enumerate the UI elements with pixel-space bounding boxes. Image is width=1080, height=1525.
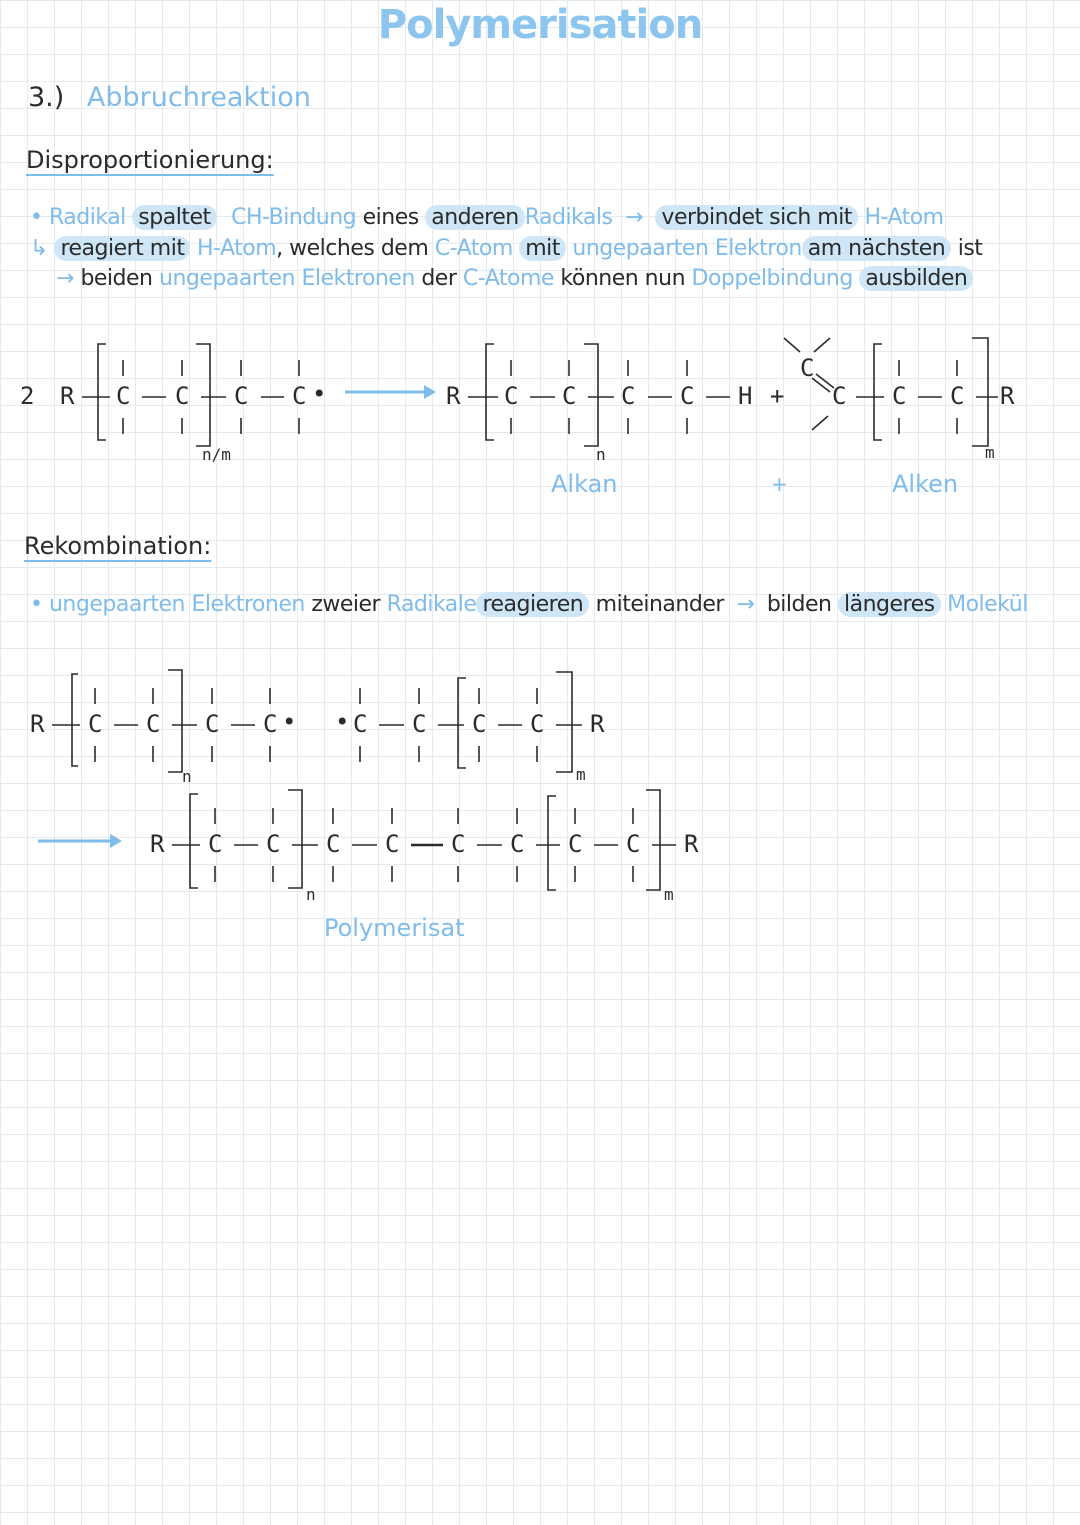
- carbon-atom: C: [800, 354, 815, 382]
- disproportionation-line-1: [30, 205, 944, 230]
- subscript-n: n: [182, 767, 192, 786]
- r-group: R: [60, 382, 75, 410]
- carbon-atom: C: [626, 830, 641, 858]
- text-segment: der: [421, 266, 457, 291]
- carbon-atom: C: [472, 710, 487, 738]
- plus-sign: +: [770, 382, 785, 410]
- hydrogen-atom: H: [738, 382, 753, 410]
- section-header: [28, 82, 311, 113]
- carbon-atom: C: [146, 710, 161, 738]
- carbon-atom: C: [568, 830, 583, 858]
- text-segment: zweier: [311, 592, 381, 617]
- text-segment: CH-Bindung: [231, 205, 357, 230]
- carbon-atom: C: [326, 830, 341, 858]
- carbon-atom: C: [832, 382, 847, 410]
- r-group: R: [30, 710, 45, 738]
- carbon-atom: C: [562, 382, 577, 410]
- text-segment: Doppelbindung: [691, 266, 853, 291]
- highlight-segment: am nächsten: [802, 236, 951, 261]
- subscript-m: m: [576, 765, 586, 784]
- text-segment: Elektron: [714, 236, 802, 261]
- bullet: •: [30, 592, 43, 617]
- carbon-atom: C: [530, 710, 545, 738]
- disproportionation-line-3: [56, 266, 973, 291]
- highlight-segment: ausbilden: [859, 266, 973, 291]
- text-segment: Elektronen: [191, 592, 305, 617]
- carbon-atom: C: [510, 830, 525, 858]
- text-segment: ist: [957, 236, 983, 261]
- carbon-atom: C: [892, 382, 907, 410]
- carbon-atom: C: [208, 830, 223, 858]
- label-alkene: Alken: [892, 470, 959, 498]
- text-segment: miteinander: [595, 592, 724, 617]
- text-segment: Elektronen: [301, 266, 415, 291]
- carbon-atom: C: [385, 830, 400, 858]
- arrow-icon: →: [624, 205, 643, 230]
- r-group: R: [590, 710, 605, 738]
- text-segment: können nun: [560, 266, 686, 291]
- label-plus: +: [771, 472, 788, 496]
- subscript-m: m: [664, 885, 674, 904]
- text-segment: Radikal: [48, 205, 126, 230]
- highlight-segment: mit: [519, 236, 566, 261]
- arrow-icon: →: [56, 266, 74, 291]
- section-title: Abbruchreaktion: [86, 82, 311, 113]
- text-segment: H-Atom: [864, 205, 944, 230]
- text-segment: ungepaarten: [159, 266, 295, 291]
- text-segment: Radikale: [386, 592, 477, 617]
- recombination-equation: [0, 660, 1080, 910]
- text-segment: ungepaarten: [572, 236, 709, 261]
- subscript-nm: n/m: [202, 445, 231, 464]
- r-group: R: [1000, 382, 1015, 410]
- radical-dot: •: [312, 380, 327, 408]
- text-segment: Molekül: [947, 592, 1028, 617]
- coefficient: 2: [20, 382, 35, 410]
- highlight-segment: reagiert mit: [54, 236, 190, 261]
- carbon-atom: C: [353, 710, 368, 738]
- carbon-atom: C: [234, 382, 249, 410]
- carbon-atom: C: [451, 830, 466, 858]
- carbon-atom: C: [621, 382, 636, 410]
- r-group: R: [150, 830, 165, 858]
- radical-dot: •: [282, 708, 297, 736]
- carbon-atom: C: [292, 382, 307, 410]
- label-polymerisat: Polymerisat: [324, 914, 465, 942]
- subscript-n: n: [306, 885, 316, 904]
- recombination-line-1: [30, 592, 1028, 617]
- subscript-m: m: [985, 443, 995, 462]
- highlight-segment: längeres: [838, 592, 941, 617]
- bullet: •: [30, 205, 43, 230]
- recombination-heading: Rekombination:: [24, 532, 212, 560]
- radical-dot: •: [335, 708, 350, 736]
- arrow-icon: →: [736, 592, 755, 617]
- r-group: R: [446, 382, 461, 410]
- section-number: 3.): [28, 82, 65, 113]
- r-group: R: [684, 830, 699, 858]
- text-segment: bilden: [766, 592, 832, 617]
- highlight-segment: anderen: [425, 205, 524, 230]
- carbon-atom: C: [266, 830, 281, 858]
- disproportionation-heading: Disproportionierung:: [26, 146, 274, 174]
- text-segment: Radikals: [524, 205, 613, 230]
- carbon-atom: C: [88, 710, 103, 738]
- text-segment: C-Atom: [434, 236, 513, 261]
- label-alkane: Alkan: [551, 470, 618, 498]
- highlight-segment: spaltet: [132, 205, 216, 230]
- carbon-atom: C: [263, 710, 278, 738]
- disproportionation-line-2: [30, 236, 982, 261]
- carbon-atom: C: [205, 710, 220, 738]
- carbon-atom: C: [950, 382, 965, 410]
- text-segment: C-Atome: [462, 266, 554, 291]
- highlight-segment: verbindet sich mit: [655, 205, 858, 230]
- carbon-atom: C: [504, 382, 519, 410]
- text-segment: eines: [362, 205, 419, 230]
- text-segment: , welches dem: [276, 236, 429, 261]
- subscript-n: n: [596, 445, 606, 464]
- hook-arrow-icon: ↳: [30, 236, 48, 261]
- text-segment: beiden: [80, 266, 153, 291]
- text-segment: ungepaarten: [48, 592, 185, 617]
- carbon-atom: C: [116, 382, 131, 410]
- carbon-atom: C: [412, 710, 427, 738]
- carbon-atom: C: [175, 382, 190, 410]
- carbon-atom: C: [680, 382, 695, 410]
- text-segment: H-Atom: [196, 236, 277, 261]
- page-title: Polymerisation: [377, 2, 703, 48]
- highlight-segment: reagieren: [476, 592, 589, 617]
